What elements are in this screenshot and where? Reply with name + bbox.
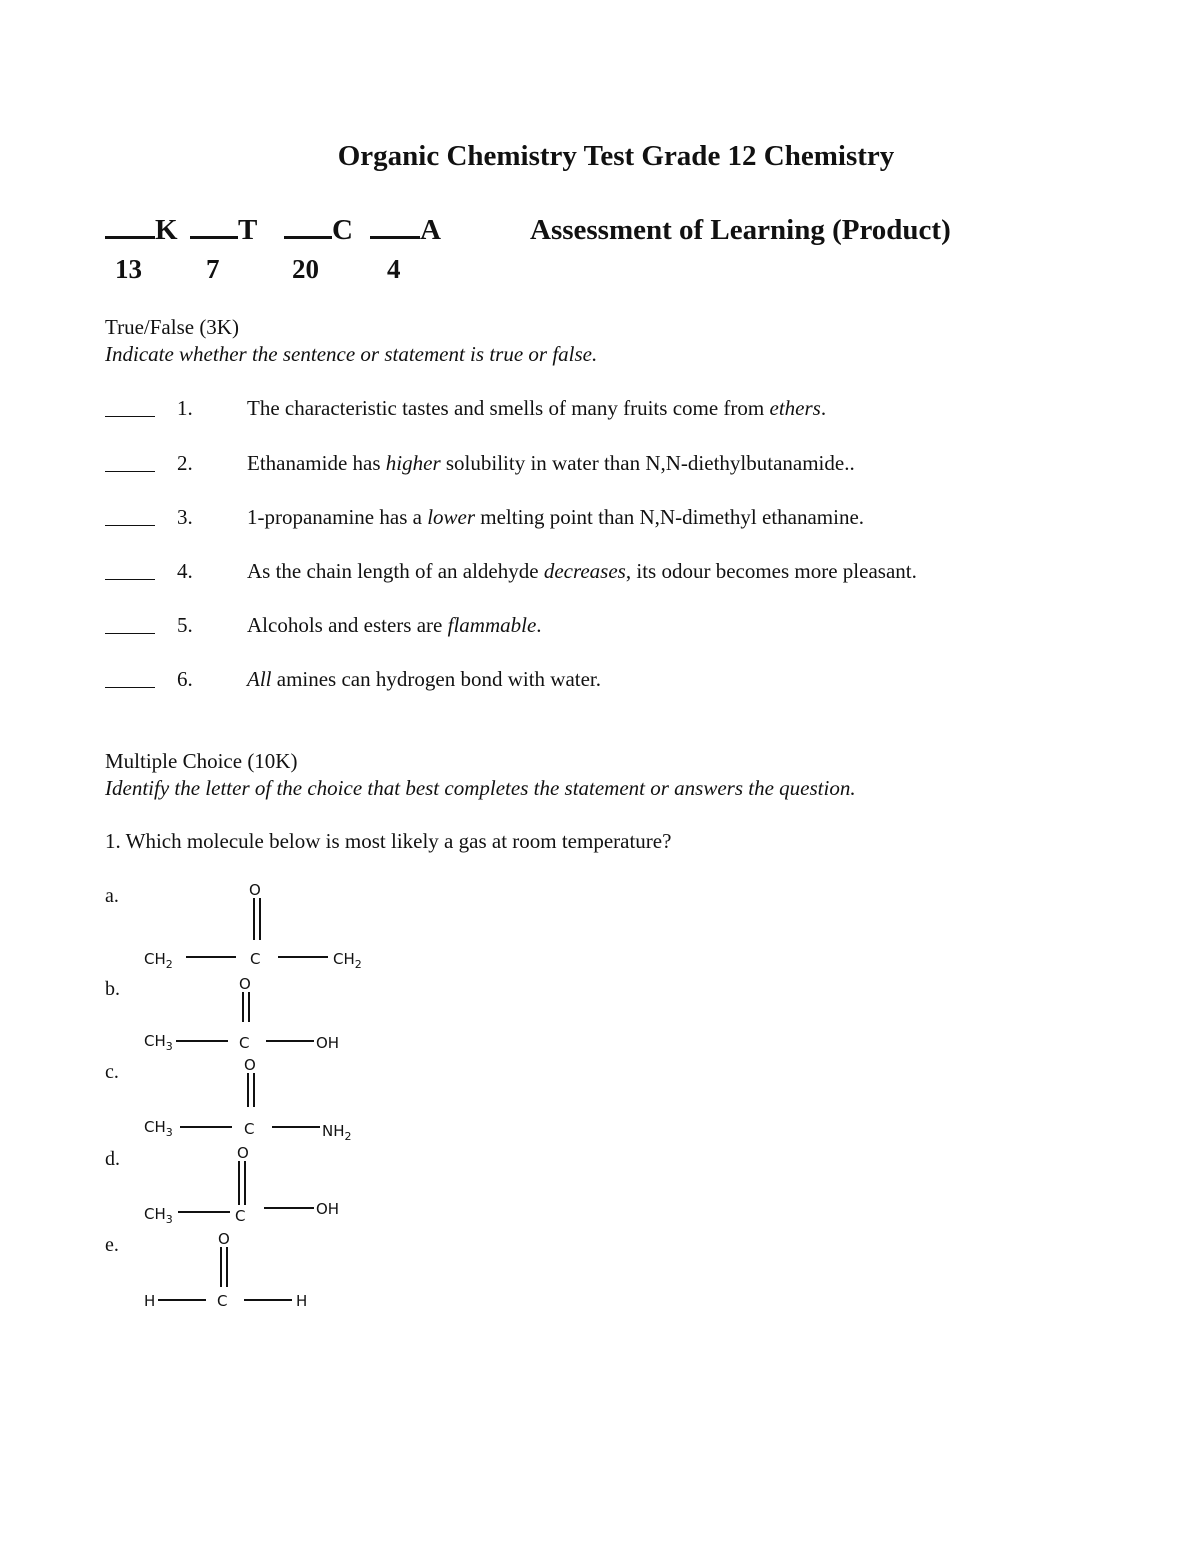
double-bond xyxy=(220,1247,222,1287)
double-bond xyxy=(259,898,261,940)
single-bond xyxy=(178,1211,230,1213)
tf-item xyxy=(105,613,1105,641)
right-group: H xyxy=(296,1292,308,1310)
item-text: As the chain length of an aldehyde decreases, its odour becomes more pleasant. xyxy=(247,559,917,583)
single-bond xyxy=(158,1299,206,1301)
double-bond xyxy=(247,1073,249,1107)
item-text: The characteristic tastes and smells of many fruits come from ethers. xyxy=(247,396,827,420)
score-k-blank[interactable] xyxy=(105,214,155,239)
score-c[interactable] xyxy=(284,214,353,247)
true-false-instruction: Indicate whether the sentence or statement is true or false. xyxy=(105,342,598,366)
assessment-label: Assessment of Learning (Product) xyxy=(530,214,951,246)
item-number: 2. xyxy=(177,451,193,475)
true-false-heading: True/False (3K) xyxy=(105,315,239,339)
item-number: 3. xyxy=(177,505,193,529)
single-bond xyxy=(244,1299,292,1301)
item-number: 5. xyxy=(177,613,193,637)
item-text: All amines can hydrogen bond with water. xyxy=(247,667,601,691)
double-bond xyxy=(253,898,255,940)
atom-c: C xyxy=(235,1207,246,1225)
answer-blank[interactable] xyxy=(105,416,155,417)
tf-item xyxy=(105,396,1105,424)
double-bond xyxy=(253,1073,255,1107)
answer-blank[interactable] xyxy=(105,633,155,634)
score-a-letter: A xyxy=(420,214,441,246)
score-a[interactable] xyxy=(370,214,441,247)
double-bond xyxy=(242,992,244,1022)
double-bond xyxy=(248,992,250,1022)
single-bond xyxy=(278,956,328,958)
left-group: H xyxy=(144,1292,156,1310)
item-text: 1-propanamine has a lower melting point than N,N-dimethyl ethanamine. xyxy=(247,505,865,529)
score-k-total: 13 xyxy=(115,254,142,284)
single-bond xyxy=(266,1040,314,1042)
single-bond xyxy=(180,1126,232,1128)
multiple-choice-heading: Multiple Choice (10K) xyxy=(105,749,298,773)
score-a-total: 4 xyxy=(387,254,401,284)
tf-item xyxy=(105,451,1105,479)
single-bond xyxy=(272,1126,320,1128)
double-bond xyxy=(238,1161,240,1205)
single-bond xyxy=(186,956,236,958)
answer-blank[interactable] xyxy=(105,579,155,580)
left-group: $CH_2$ xyxy=(144,950,173,971)
atom-c: C xyxy=(239,1034,250,1052)
score-k-letter: K xyxy=(155,214,178,246)
double-bond xyxy=(226,1247,228,1287)
score-a-blank[interactable] xyxy=(370,214,420,239)
item-text: Alcohols and esters are flammable. xyxy=(247,613,542,637)
atom-c: C xyxy=(250,950,261,968)
item-text: Ethanamide has higher solubility in water than N,N-diethylbutanamide.. xyxy=(247,451,855,475)
answer-blank[interactable] xyxy=(105,525,155,526)
right-group: OH xyxy=(316,1034,340,1052)
tf-item xyxy=(105,559,1105,587)
item-number: 4. xyxy=(177,559,193,583)
double-bond xyxy=(244,1161,246,1205)
tf-item xyxy=(105,505,1105,533)
single-bond xyxy=(176,1040,228,1042)
left-group: $CH_3$ xyxy=(144,1205,173,1226)
score-t-letter: T xyxy=(238,214,258,246)
option-letter[interactable]: a. xyxy=(105,885,119,907)
option-letter[interactable]: d. xyxy=(105,1148,120,1170)
score-c-total: 20 xyxy=(292,254,319,284)
score-c-letter: C xyxy=(332,214,353,246)
left-group: $CH_3$ xyxy=(144,1032,173,1053)
score-k[interactable] xyxy=(105,214,178,247)
right-group: $NH_2$ xyxy=(322,1122,352,1143)
page-title: Organic Chemistry Test Grade 12 Chemistry xyxy=(337,140,895,172)
answer-blank[interactable] xyxy=(105,687,155,688)
atom-c: C xyxy=(244,1120,255,1138)
score-t[interactable] xyxy=(190,214,257,247)
answer-blank[interactable] xyxy=(105,471,155,472)
atom-o: O xyxy=(244,1056,256,1074)
right-group: $CH_2$ xyxy=(333,950,362,971)
right-group: OH xyxy=(316,1200,340,1218)
atom-o: O xyxy=(249,881,261,899)
tf-item xyxy=(105,667,1105,695)
score-c-blank[interactable] xyxy=(284,214,332,239)
item-number: 1. xyxy=(177,396,193,420)
score-t-total: 7 xyxy=(206,254,220,284)
option-letter[interactable]: e. xyxy=(105,1234,119,1256)
option-letter[interactable]: b. xyxy=(105,978,120,1000)
option-letter[interactable]: c. xyxy=(105,1061,119,1083)
single-bond xyxy=(264,1207,314,1209)
item-number: 6. xyxy=(177,667,193,691)
left-group: $CH_3$ xyxy=(144,1118,173,1139)
atom-o: O xyxy=(239,975,251,993)
multiple-choice-instruction: Identify the letter of the choice that best completes the statement or answers the question. xyxy=(105,776,856,800)
atom-o: O xyxy=(237,1144,249,1162)
question-text: 1. Which molecule below is most likely a gas at room temperature? xyxy=(105,829,672,853)
atom-c: C xyxy=(217,1292,228,1310)
score-t-blank[interactable] xyxy=(190,214,238,239)
atom-o: O xyxy=(218,1230,230,1248)
